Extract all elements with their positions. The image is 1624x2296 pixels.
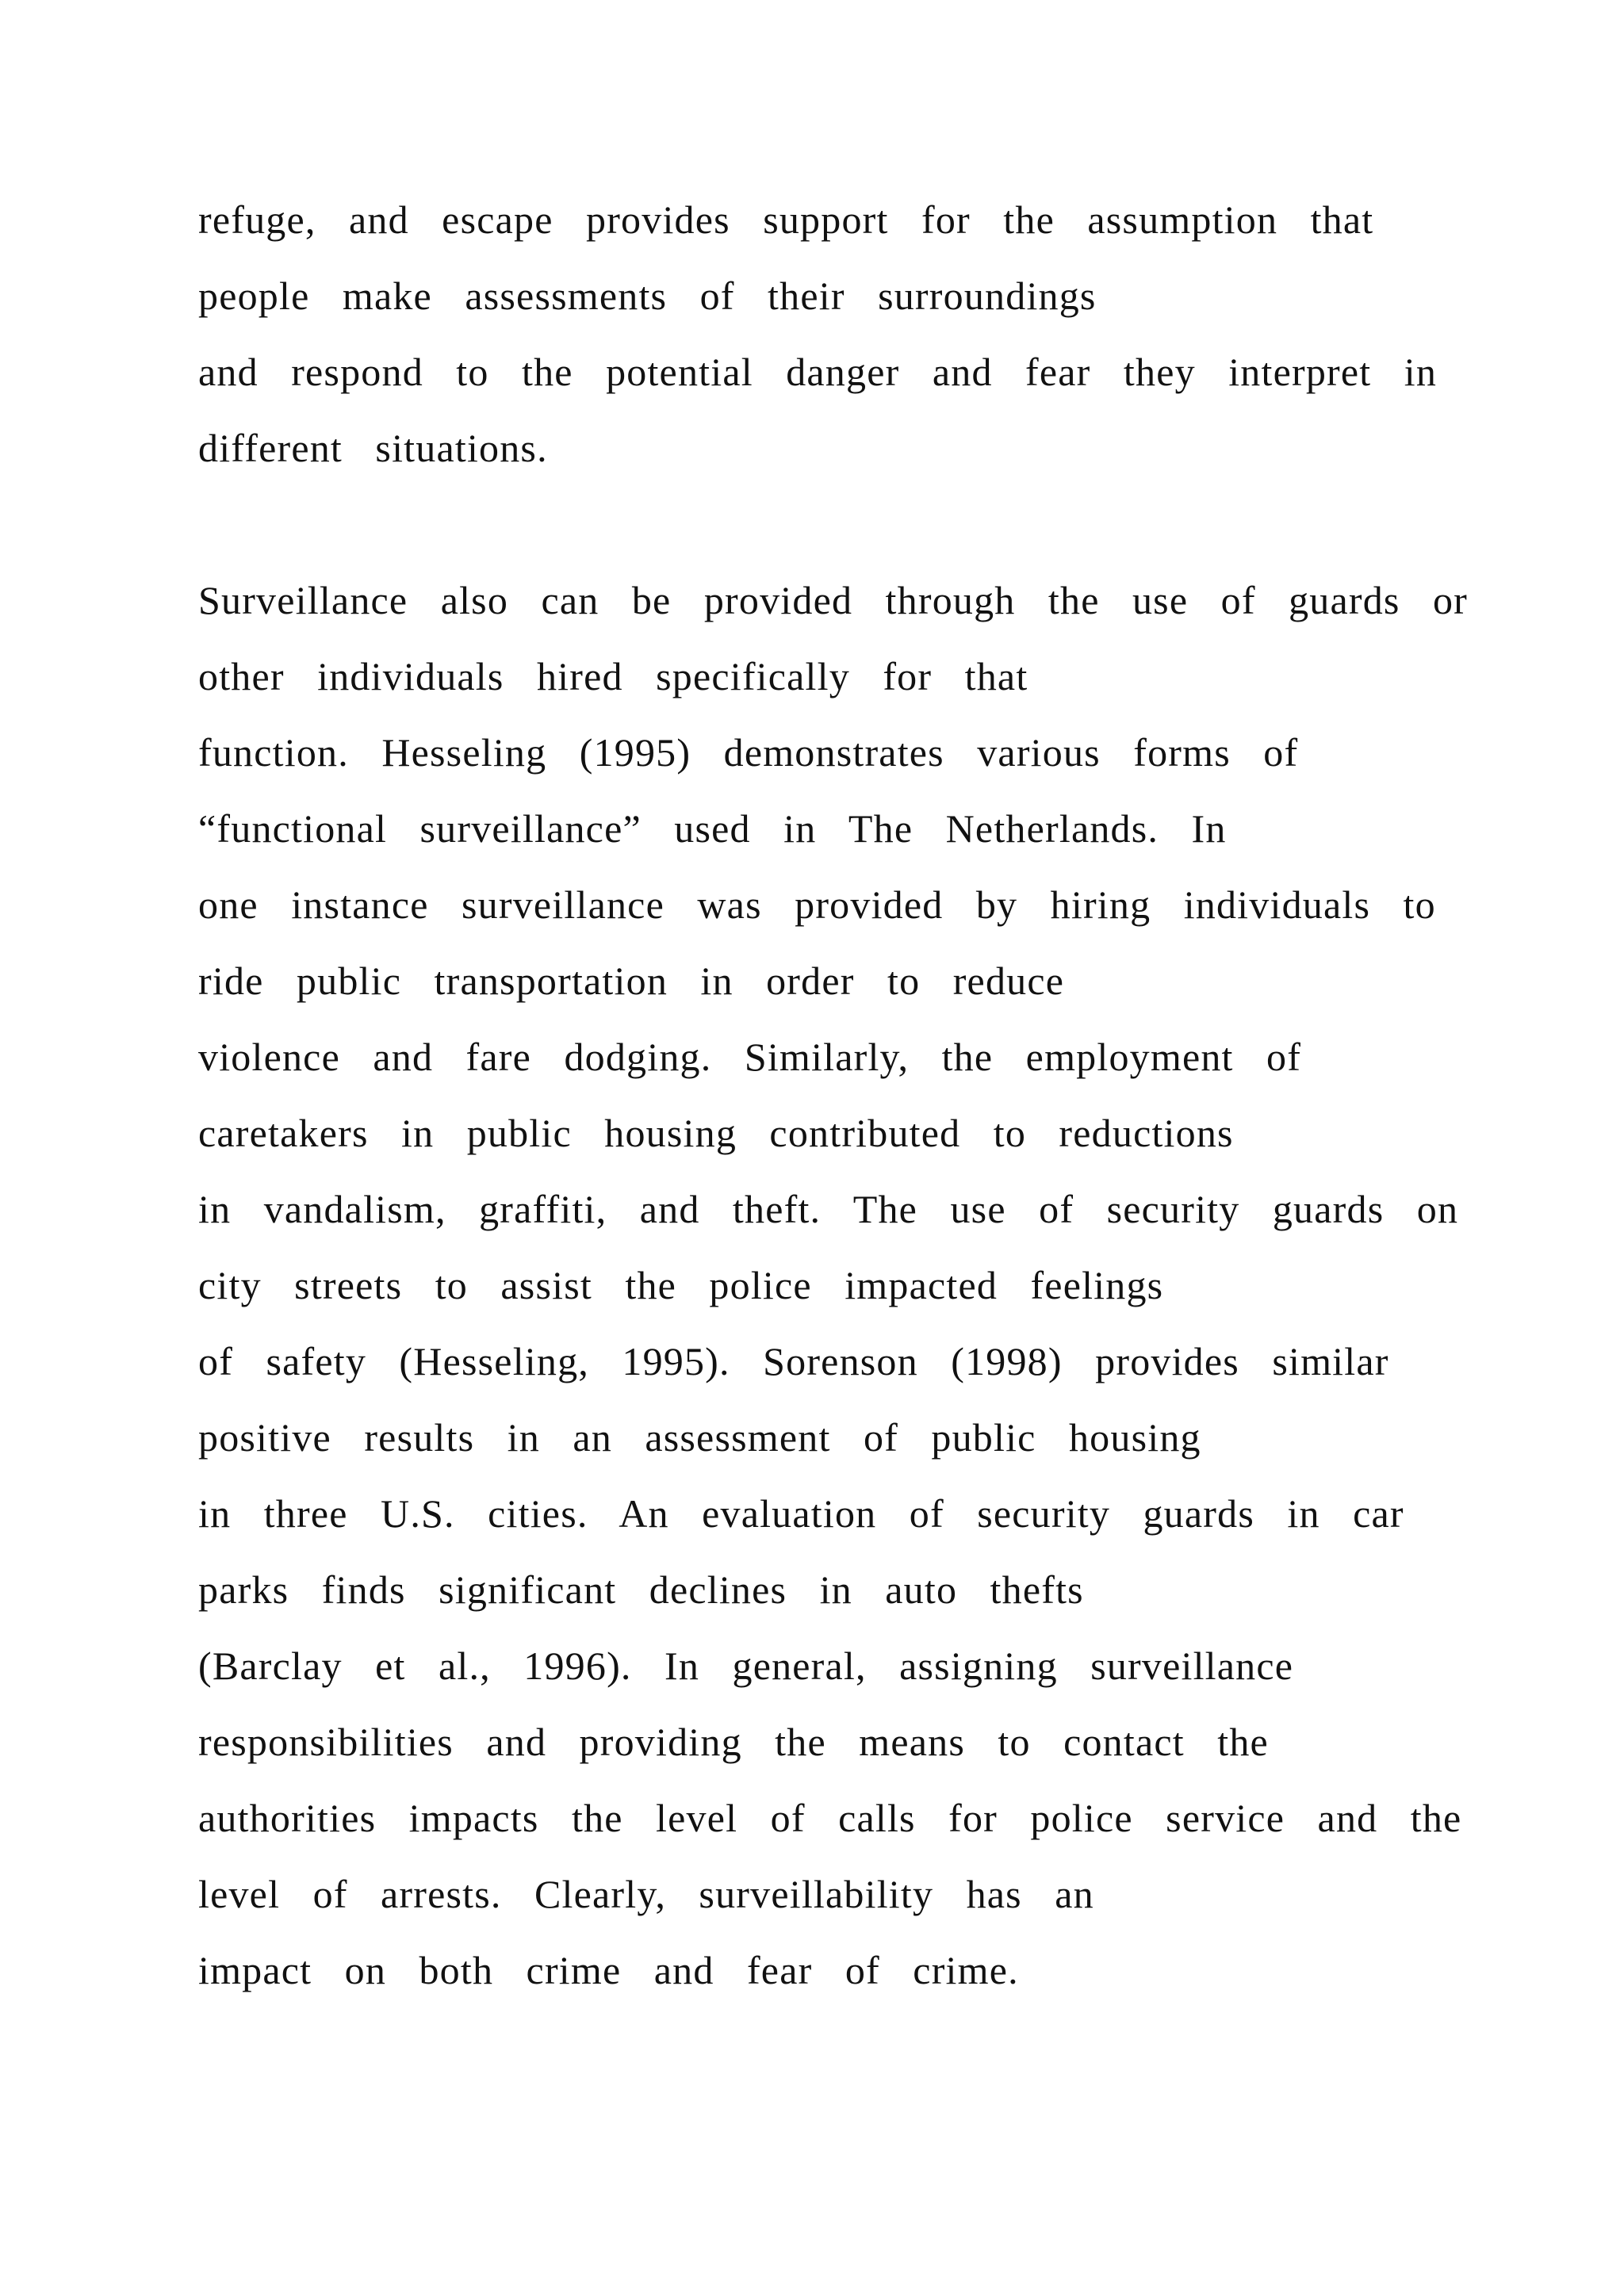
paragraph-2-line-18: level of arrests. Clearly, surveillability has an <box>198 1872 1094 1916</box>
paragraph-2-line-16: responsibilities and providing the means to contact the <box>198 1720 1269 1764</box>
paragraph-2-line-7: violence and fare dodging. Similarly, the employment of <box>198 1035 1302 1079</box>
paragraph-1-line-2: people make assessments of their surroundings <box>198 274 1097 318</box>
paragraph-2-line-17: authorities impacts the level of calls for police service and the <box>198 1796 1462 1840</box>
paragraph-2-line-5: one instance surveillance was provided by hiring individuals to <box>198 882 1436 927</box>
paragraph-2-line-12: positive results in an assessment of public housing <box>198 1415 1201 1460</box>
paragraph-1-line-4: different situations. <box>198 426 548 470</box>
paragraph-2-line-4: “functional surveillance” used in The Netherlands. In <box>198 806 1227 851</box>
paragraph-2-line-6: ride public transportation in order to reduce <box>198 959 1065 1003</box>
paragraph-2-line-2: other individuals hired specifically for that <box>198 654 1028 698</box>
paragraph-1-line-1: refuge, and escape provides support for the assumption that <box>198 197 1374 242</box>
paragraph-2-line-8: caretakers in public housing contributed to reductions <box>198 1111 1234 1155</box>
paragraph-2-line-3: function. Hesseling (1995) demonstrates various forms of <box>198 730 1299 775</box>
paragraph-1-line-3: and respond to the potential danger and fear they interpret in <box>198 350 1438 394</box>
paragraph-2-line-19: impact on both crime and fear of crime. <box>198 1948 1019 1992</box>
paragraph-2-line-1: Surveillance also can be provided through the use of guards or <box>198 578 1469 622</box>
paragraph-2-line-11: of safety (Hesseling, 1995). Sorenson (1998) provides similar <box>198 1339 1389 1383</box>
paragraph-2-line-9: in vandalism, graffiti, and theft. The use of security guards on <box>198 1187 1459 1231</box>
paragraph-2-line-15: (Barclay et al., 1996). In general, assigning surveillance <box>198 1644 1294 1688</box>
paragraph-2-line-10: city streets to assist the police impacted feelings <box>198 1263 1164 1307</box>
paragraph-2-line-14: parks finds significant declines in auto thefts <box>198 1567 1084 1612</box>
paragraph-2-line-13: in three U.S. cities. An evaluation of security guards in car <box>198 1491 1404 1536</box>
